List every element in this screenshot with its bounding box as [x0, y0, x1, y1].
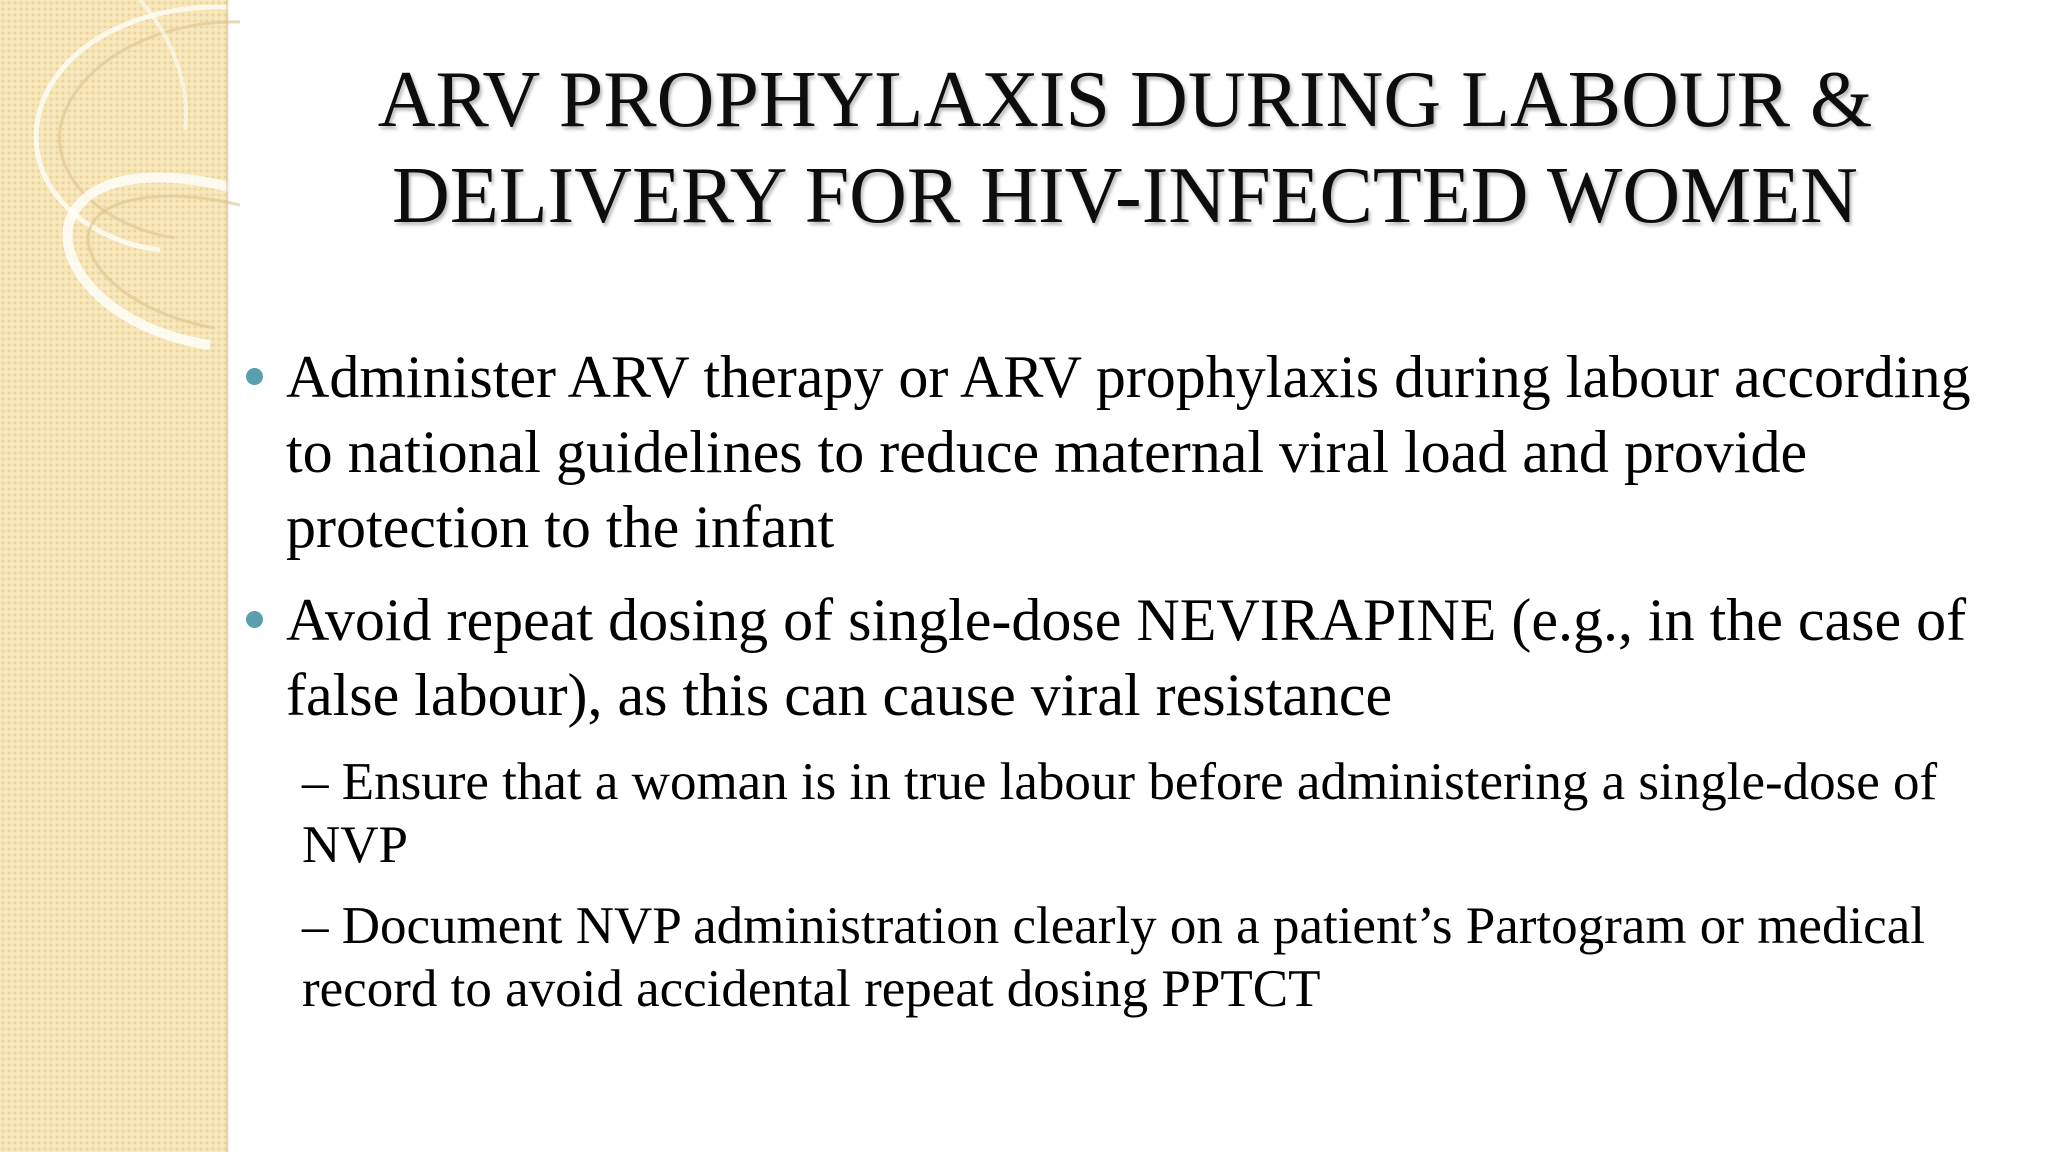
side-panel-edge [226, 0, 230, 1152]
sub-bullet-item [240, 895, 1980, 1021]
decorative-side-panel [0, 0, 228, 1152]
slide-title [280, 52, 1970, 244]
slide-content [240, 340, 1980, 1039]
sub-bullet-item [240, 751, 1980, 877]
slide-title-line-2: DELIVERY FOR HIV-INFECTED WOMEN [392, 152, 1858, 240]
decorative-swirl-icon [0, 0, 240, 420]
bullet-item [240, 340, 1980, 565]
sub-bullet-text: – Document NVP administration clearly on a patient’s Partogram or medical record to avoid accidental repeat dosing PPTCT [302, 897, 1925, 1018]
bullet-dot-icon [246, 368, 263, 385]
sub-bullet-text: – Ensure that a woman is in true labour before administering a single-dose of NVP [302, 753, 1938, 874]
bullet-item [240, 583, 1980, 733]
bullet-text: Administer ARV therapy or ARV prophylaxis during labour according to national guidelines to reduce maternal viral load and provide protection to the infant [286, 344, 1971, 560]
bullet-dot-icon [246, 611, 263, 628]
slide-title-line-1: ARV PROPHYLAXIS DURING LABOUR & [377, 56, 1873, 144]
bullet-text: Avoid repeat dosing of single-dose NEVIRAPINE (e.g., in the case of false labour), as this can cause viral resistance [286, 587, 1967, 728]
